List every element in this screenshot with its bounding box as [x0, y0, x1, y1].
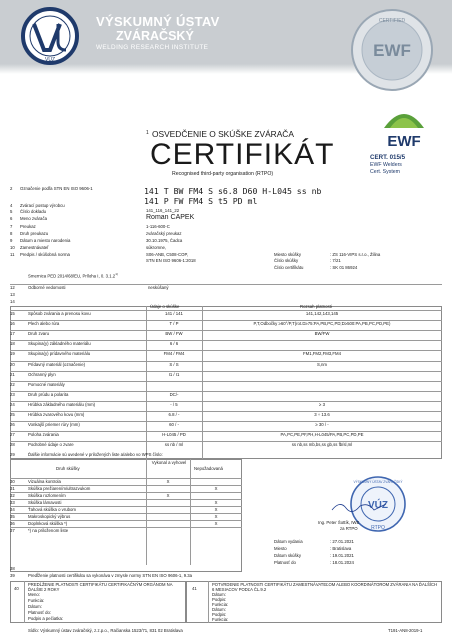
row-num-29: 29	[10, 452, 15, 457]
row-num-14: 14	[10, 299, 15, 304]
label-29: Ďalšie informácie sú uvedené v priložených liste a/alebo vo WPS číslo:	[28, 452, 163, 457]
param-label: Vonkajší priemer rúry (mm)	[28, 422, 80, 428]
row-num-11: 11	[10, 252, 15, 257]
directive-text: Smernica PED 2014/68/EU, Príloha I, 0. 3.1.2	[28, 273, 116, 279]
footer-code: T191-AN8-2019-1	[388, 628, 423, 633]
value-zamestnavatel: súkromne,	[146, 245, 167, 250]
label-platnost: Platnosť do	[274, 560, 296, 565]
params-row-divider	[10, 371, 442, 372]
value-predpis: S06-ANB, C508-COP,	[146, 252, 188, 257]
title-pre: OSVEDČENIE O SKÚŠKE ZVÁRAČA	[152, 129, 294, 139]
test-passed-mark: X	[166, 479, 170, 484]
test-not-required-mark: X	[214, 507, 218, 512]
designation-line-1: 141 T BW FM4 S s6.8 D60 H-L045 ss nb	[144, 186, 322, 196]
directive-footnote: 1)	[115, 272, 118, 276]
row-num-38: 38	[10, 566, 15, 571]
test-passed-mark: X	[166, 493, 170, 498]
params-row-divider	[10, 391, 442, 392]
param-label: Ochranný plyn	[28, 371, 56, 377]
test-num: 37	[10, 528, 15, 533]
title-main: CERTIFIKÁT	[150, 138, 335, 171]
param-range-value: 3 ÷ 13.6	[314, 412, 330, 417]
signature	[330, 498, 390, 514]
test-num: 35	[10, 514, 15, 519]
test-num: 34	[10, 507, 15, 512]
param-label: Skupina(y) prídavného materiálu	[28, 351, 91, 357]
param-num: 18	[10, 341, 15, 347]
param-test-value: T / P	[169, 321, 179, 327]
row-num-10: 10	[10, 245, 15, 250]
value-meno: Roman CAPEK	[146, 214, 195, 221]
row-num-40: 40	[14, 586, 19, 591]
row-num-7: 7	[10, 224, 13, 229]
param-label: Pomocné materiály	[28, 381, 65, 387]
value-miesto-skusky: : ZS 116-VIPS s.r.o., Žilina	[330, 252, 381, 257]
label-druh-preukazu: Druh preukazu	[20, 231, 49, 236]
params-row-divider	[10, 381, 442, 382]
label-narodenie: Dátum a miesto narodenia	[20, 238, 71, 243]
param-test-value: 141 / 141	[165, 311, 183, 316]
param-range-value: ≥ 3	[319, 401, 325, 407]
test-not-required-mark: X	[214, 514, 218, 519]
param-label: Spôsob zvárania a prenosu kovu	[28, 311, 91, 316]
param-num: 25	[10, 412, 15, 417]
row-num-4: 4	[10, 203, 13, 208]
label-zamestnavatel: Zamestnávateľ	[20, 245, 49, 250]
ext-r-podpis-1: Podpis:	[212, 597, 227, 602]
svg-text:VÚZ: VÚZ	[368, 500, 388, 511]
param-label: Hrúbka zvarového kovu (mm)	[28, 412, 85, 417]
title-prefix-number: 1	[146, 130, 149, 136]
ext-field-funkcia: Funkcia:	[28, 598, 45, 603]
value-cislo-skusky: : 7/21	[330, 258, 341, 263]
svg-text:CERTIFIED: CERTIFIED	[378, 18, 406, 24]
value-miesto: : Bratislava	[330, 546, 352, 551]
test-num: 30	[10, 479, 15, 484]
param-label: Poloha zvárania	[28, 432, 59, 438]
certified-seal	[348, 6, 436, 94]
ewf-cert-3: Cert. System	[370, 169, 400, 175]
row-num-13: 13	[10, 292, 15, 297]
test-label: Skúška rozlomením	[28, 493, 66, 498]
test-label: Vizuálna kontrola	[28, 479, 61, 484]
param-num: 19	[10, 351, 15, 357]
ext-left-divider	[24, 581, 25, 623]
value-predpis-2: STN EN ISO 9606-1:2018	[146, 258, 196, 263]
ext-right-divider	[208, 581, 209, 623]
ext-r-datum-1: Dátum:	[212, 592, 226, 597]
label-postup: Zvárací postup výrobcu	[20, 203, 65, 208]
params-head-2: Rozsah platnosti	[300, 304, 332, 309]
label-cislo-skusky: Číslo skúšky	[274, 258, 299, 263]
param-label: Druh zvaru	[28, 331, 50, 337]
test-label: *) na priloženom liste	[28, 528, 69, 533]
row-num-39: 39	[10, 573, 15, 578]
label-cislo-certifikatu: Číslo certifikátu	[274, 265, 304, 270]
institute-name-1: VÝSKUMNÝ ÚSTAV	[96, 14, 220, 29]
row-num-8: 8	[10, 231, 13, 236]
examiner-name: Ing. Peter Šottík, IWE	[318, 520, 360, 525]
institute-name-3: WELDING RESEARCH INSTITUTE	[96, 44, 209, 51]
examiner-role: za RTPO	[340, 526, 358, 531]
divider-12	[10, 284, 442, 285]
param-num: 23	[10, 391, 15, 397]
value-preukaz: 1-116-600-C	[146, 224, 170, 229]
test-label: Skúška lámavosti	[28, 500, 62, 505]
param-num: 22	[10, 381, 15, 387]
value-datum-skusky: : 19.01.2021	[330, 553, 354, 558]
tests-col-a	[146, 459, 147, 565]
designation-label: Označenie podľa STN EN ISO 9606-1	[20, 186, 93, 191]
designation-line-2: 141 P FW FM4 S t5 PD ml	[144, 196, 258, 206]
param-test-value: S / S	[169, 361, 179, 367]
value-postup: 141_116_141_22	[146, 208, 180, 213]
value-datum-vydania: : 27.01.2021	[330, 539, 354, 544]
param-test-value: - / 5	[170, 401, 178, 407]
param-label: Skupina(y) základného materiálu	[28, 341, 91, 347]
svg-text:EWF: EWF	[373, 41, 411, 60]
label-preukaz: Preukaz	[20, 224, 36, 229]
param-range-value: PA,PC,PE,PF,PH,H-L045/PA,PB,PC,PD,PE	[280, 432, 364, 438]
svg-text:VÚZ: VÚZ	[45, 57, 55, 63]
test-label: Skúška prežiarením/ultrazvukom	[28, 486, 91, 491]
institute-name-2: ZVÁRAČSKÝ	[116, 29, 194, 43]
ext-field-platnost: Platnosť do:	[28, 610, 52, 615]
row-num-41: 41	[192, 586, 197, 591]
row-num-5: 5	[10, 209, 13, 214]
footer-address: Sídlo: Výskumný ústav zváračský, z.z.p.o., Račianska 1523/71, 831 02 Bratislava	[28, 628, 183, 633]
test-num: 33	[10, 500, 15, 505]
param-label: Plech alebo rúra	[28, 321, 60, 327]
label-miesto-skusky: Miesto skúšky	[274, 252, 301, 257]
row-num-6: 6	[10, 216, 13, 221]
param-num: 17	[10, 331, 15, 337]
ewf-cert-2: EWF Welders	[370, 162, 402, 168]
ext-r-podpis-2: Podpis:	[212, 612, 227, 617]
ext-field-podpis: Podpis a pečiatka:	[28, 616, 64, 621]
test-label: Ťahová skúška o vrubom	[28, 507, 77, 512]
params-head-1: Údaje o skúške	[150, 304, 180, 309]
param-test-value: 6.8 / -	[168, 412, 180, 417]
ext-r-funkcia-1: Funkcia:	[212, 602, 229, 607]
tests-head-2: Vykonal a vyhovel	[151, 460, 187, 465]
vuz-logo	[20, 6, 80, 66]
param-num: 26	[10, 422, 15, 428]
test-not-required-mark: X	[214, 521, 218, 526]
param-num: 16	[10, 321, 15, 327]
param-num: 21	[10, 371, 15, 377]
test-num: 36	[10, 521, 15, 526]
param-range-value: ≥ 30 / -	[315, 422, 329, 428]
label-datum-skusky: Dátum skúšky	[274, 553, 301, 558]
value-druh-preukazu: zváračský preukaz	[146, 231, 182, 236]
test-label: Makroskopický výbrus	[28, 514, 71, 519]
label-meno: Meno zvárača	[20, 216, 47, 221]
param-test-value: BW / FW	[165, 331, 183, 337]
param-range-value: ss nb,ss mb,bs,ss gb,ss fb/sl,ml	[291, 442, 353, 448]
ext-r-funkcia-2: Funkcia:	[212, 617, 229, 622]
param-range-value: P,T,Odbočky ≥60°/P,T(rot.D≥75:PA,PB,PC,PD;D≥500:PA,PB,PC,PD,PE)	[253, 321, 391, 327]
title-sub: Recognised third-party organisation (RTPO)	[172, 171, 274, 177]
param-label: Prídavný materiál (označenie)	[28, 361, 86, 367]
param-test-value: FM4 / FM4	[163, 351, 185, 357]
tests-head-3: Nepožadovaná	[194, 466, 223, 471]
param-test-value: H-L045 / PD	[162, 432, 186, 438]
svg-text:EWF: EWF	[387, 133, 421, 150]
test-label: Doplnková skúška *)	[28, 521, 68, 526]
param-test-value: I1 / I1	[168, 371, 180, 377]
tests-head-1: Druh skúšky	[56, 466, 80, 471]
label-vedomosti: Odborné vedomosti	[28, 285, 66, 290]
svg-text:VÝSKUMNÝ ÚSTAV ZVÁRAČSKÝ: VÝSKUMNÝ ÚSTAV ZVÁRAČSKÝ	[353, 480, 403, 484]
param-test-value: ss nb / ml	[164, 442, 184, 448]
svg-text:RTPO: RTPO	[371, 525, 385, 531]
param-num: 15	[10, 311, 15, 316]
value-platnost: : 18.01.2024	[330, 560, 354, 565]
value-vedomosti: neskúšaný	[148, 285, 169, 290]
param-label: Podrobné údaje o zvare	[28, 442, 74, 448]
ewf-logo	[374, 100, 434, 150]
value-cislo-certifikatu: : SK 01 86924	[330, 265, 358, 270]
test-num: 32	[10, 493, 15, 498]
ext-r-datum-2: Dátum:	[212, 607, 226, 612]
param-range-value: S,nm	[316, 361, 328, 367]
param-test-value: 6 / 6	[169, 341, 179, 347]
row-num-2: 2	[10, 186, 13, 191]
param-num: 27	[10, 432, 15, 438]
param-label: Druh prúdu a polarita	[28, 391, 69, 397]
value-narodenie: 30.10.1975, Čadca	[146, 238, 183, 243]
param-test-value: DC/-	[169, 391, 179, 397]
row-num-12: 12	[10, 285, 15, 290]
tests-col-b	[190, 459, 191, 565]
param-range-value: 141,142,143,145	[305, 311, 339, 316]
directive	[28, 272, 118, 278]
param-test-value: 60 / -	[169, 422, 179, 428]
ext-field-datum: Dátum:	[28, 604, 42, 609]
label-41: POTVRDENIE PLATNOSTI CERTIFIKÁTU ZAMESTNÁVATEĽOM ALEBO KOORDINÁTOROM ZVÁRANIA NA ĎALŠÍCH 6 MESIACOV PODĽA ČL.9.2	[212, 582, 438, 592]
ext-field-meno: Meno:	[28, 592, 40, 597]
label-datum-vydania: Dátum vydania	[274, 539, 303, 544]
test-not-required-mark: X	[214, 500, 218, 505]
param-label: Hrúbka základného materiálu (mm)	[28, 401, 96, 407]
label-predpis: Predpis / skúšobná norma	[20, 252, 70, 257]
param-num: 24	[10, 401, 15, 407]
param-range-value: BW/FW	[314, 331, 330, 337]
test-not-required-mark: X	[214, 486, 218, 491]
label-39: Predĺženie platnosti certifikátu sa vykonáva v zmysle normy STN EN ISO 9606-1, 9.3a	[28, 573, 193, 578]
test-num: 31	[10, 486, 15, 491]
param-range-value: FM1,FM2,FM3,FM4	[303, 351, 341, 357]
row-num-9: 9	[10, 238, 13, 243]
ewf-cert-1: CERT. 015/5	[370, 154, 406, 161]
param-num: 28	[10, 442, 15, 448]
label-miesto: Miesto	[274, 546, 287, 551]
label-doklad: Číslo dokladu	[20, 209, 47, 214]
label-40: PREDĹŽENIE PLATNOSTI CERTIFIKÁTU CERTIFIKAČNÝM ORGÁNOM NA ĎALŠIE 2 ROKY	[28, 582, 173, 592]
param-num: 20	[10, 361, 15, 367]
